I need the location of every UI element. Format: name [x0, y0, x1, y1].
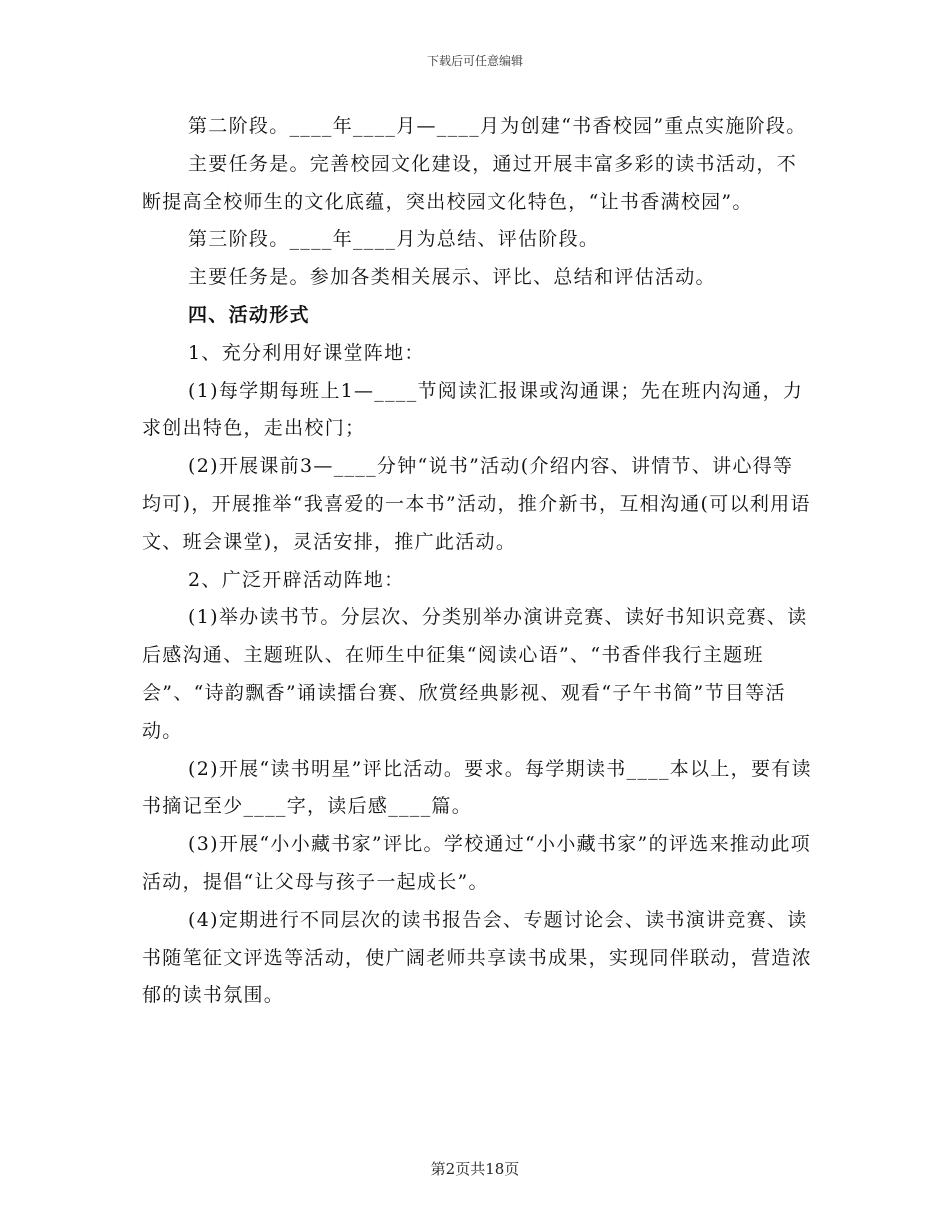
- section-heading-activity-forms: 四、活动形式: [188, 303, 310, 326]
- paragraph-item-2-4: (4)定期进行不同层次的读书报告会、专题讨论会、读书演讲竞赛、读书随笔征文评选等活动，使广阔老师共享读书成果，实现同伴联动，营造浓郁的读书氛围。: [142, 908, 812, 1007]
- paragraph-stage-two: 第二阶段。____年____月—____月为创建“书香校园”重点实施阶段。: [188, 115, 807, 137]
- paragraph-item-2-3: (3)开展“小小藏书家”评比。学校通过“小小藏书家”的评选来推动此项活动，提倡“让父母与孩子一起成长”。: [142, 833, 811, 893]
- paragraph-item-2-1: (1)举办读书节。分层次、分类别举办演讲竞赛、读好书知识竞赛、读后感沟通、主题班队、在师生中征集“阅读心语”、“书香伴我行主题班会”、“诗韵飘香”诵读擂台赛、欣赏经典影视、观看“子午书简”节目等活动。: [142, 606, 808, 742]
- paragraph-item-2-2: (2)开展“读书明星”评比活动。要求。每学期读书____本以上，要有读书摘记至少____字，读后感____篇。: [142, 757, 812, 818]
- paragraph-item-1-2: (2)开展课前3—____分钟“说书”活动(介绍内容、讲情节、讲心得等均可)，开展推举“我喜爱的一本书”活动，推介新书，互相沟通(可以利用语文、班会课堂)，灵活安排，推广此活动。: [142, 455, 811, 553]
- paragraph-stage-two-tasks: 主要任务是。完善校园文化建设，通过开展丰富多彩的读书活动，不断提高全校师生的文化底蕴，突出校园文化特色，“让书香满校园”。: [142, 152, 798, 213]
- paragraph-item-1-1: (1)每学期每班上1—____节阅读汇报课或沟通课；先在班内沟通，力求创出特色，走出校门；: [142, 379, 804, 440]
- subheading-classroom: 1、充分利用好课堂阵地：: [188, 341, 425, 364]
- paragraph-stage-three-tasks: 主要任务是。参加各类相关展示、评比、总结和评估活动。: [188, 266, 716, 289]
- subheading-activity-venues: 2、广泛开辟活动阵地：: [188, 568, 405, 591]
- page-header: 下载后可任意编辑: [426, 54, 523, 68]
- document-body: [142, 108, 812, 1015]
- page-number: 第2页共18页: [430, 1160, 520, 1178]
- paragraph-stage-three: 第三阶段。____年____月为总结、评估阶段。: [188, 228, 600, 251]
